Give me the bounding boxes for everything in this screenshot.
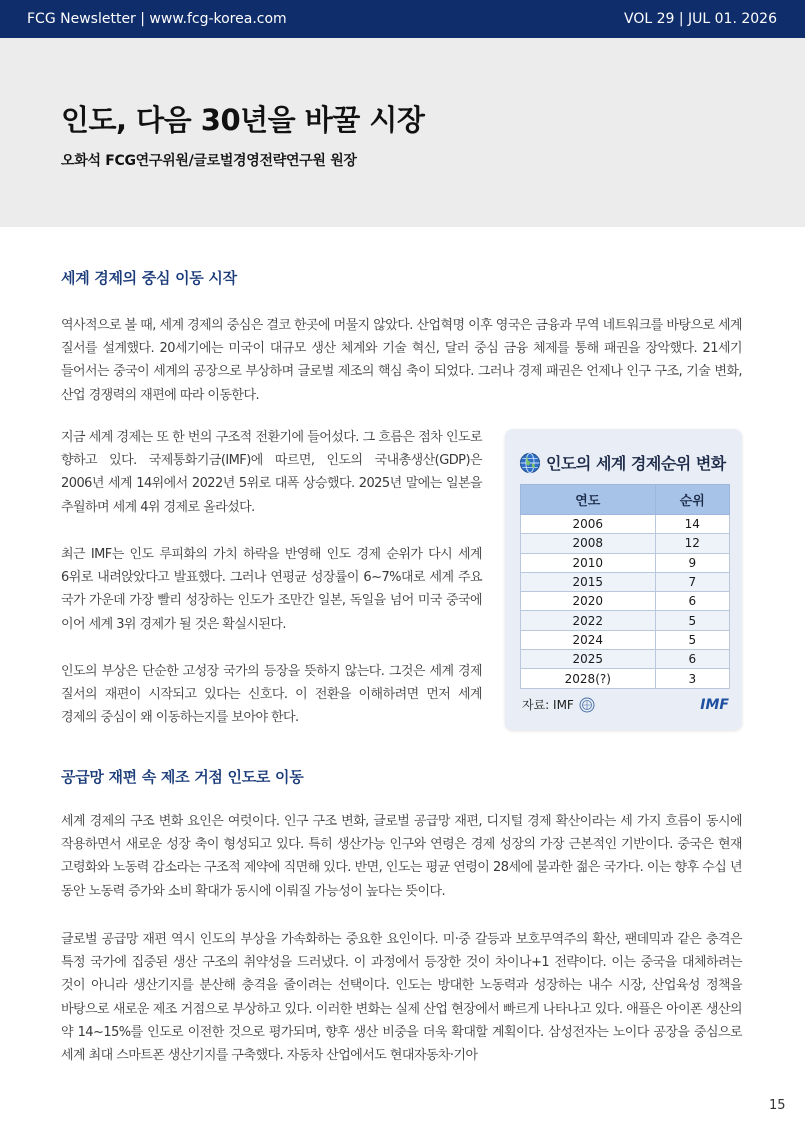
table-row bbox=[521, 611, 730, 630]
rank-cell: 5 bbox=[655, 611, 729, 630]
title-banner bbox=[0, 38, 805, 227]
column-header-year: 연도 bbox=[521, 485, 656, 515]
table-row bbox=[521, 572, 730, 591]
paragraph: 글로벌 공급망 재편 역시 인도의 부상을 가속화하는 중요한 요인이다. 미·중 갈등과 보호무역주의 확산, 팬데믹과 같은 충격은 특정 국가에 집중된 생산 구조의 취약성을 드러냈다. 이 과정에서 등장한 것이 차이나+1 전략이다. 이는 중국을 대체하려는 것이 아니라 생산기지를 분산해 충격을 줄이려는 선택이다. 인도는 방대한 노동력과 성장하는 내수 시장, 산업육성 정책을 바탕으로 새로운 제조 거점으로 부상하고 있다. 이러한 변화는 실제 산업 현장에서 빠르게 나타나고 있다. 애플은 아이폰 생산의 약 14~15%를 인도로 이전한 것으로 평가되며, 향후 생산 비중을 더욱 확대할 계획이다. 삼성전자는 노이다 공장을 중심으로 세계 최대 스마트폰 생산기지를 구축했다. 자동차 산업에서도 현대자동차·기아 bbox=[61, 932, 742, 1064]
paragraph: 지금 세계 경제는 또 한 번의 구조적 전환기에 들어섰다. 그 흐름은 점차 인도로 향하고 있다. 국제통화기금(IMF)에 따르면, 인도의 국내총생산(GDP)은 2006년 세계 14위에서 2022년 5위로 대폭 상승했다. 2025년 말에는 일본을 추월하며 세계 4위 경제로 올라섰다. bbox=[61, 430, 482, 515]
year-cell: 2006 bbox=[521, 515, 656, 534]
rank-cell: 3 bbox=[655, 669, 729, 688]
imf-logo: IMF bbox=[700, 696, 729, 713]
rank-cell: 9 bbox=[655, 553, 729, 572]
rank-card bbox=[505, 429, 742, 730]
rank-card-title: 인도의 세계 경제순위 변화 bbox=[546, 454, 726, 473]
table-row bbox=[521, 515, 730, 534]
globe-icon bbox=[519, 452, 541, 474]
section-heading-1: 세계 경제의 중심 이동 시작 bbox=[61, 269, 237, 287]
table-row bbox=[521, 650, 730, 669]
imf-seal-icon bbox=[579, 697, 595, 713]
rank-card-header bbox=[519, 451, 726, 474]
paragraph: 역사적으로 볼 때, 세계 경제의 중심은 결코 한곳에 머물지 않았다. 산업혁명 이후 영국은 금융과 무역 네트워크를 바탕으로 세계 질서를 설계했다. 20세기에는 미국이 대규모 생산 체계와 기술 혁신, 달러 중심 금융 체제를 통해 패권을 장악했다. 21세기 들어서는 중국이 세계의 공장으로 부상하며 글로벌 제조의 핵심 축이 되었다. 그러나 경제 패권은 언제나 인구 구조, 기술 변화, 산업 경쟁력의 재편에 따라 이동한다. bbox=[61, 318, 742, 403]
source-note: 자료: IMF bbox=[522, 698, 574, 712]
top-bar bbox=[0, 0, 805, 38]
year-cell: 2025 bbox=[521, 650, 656, 669]
rank-table bbox=[520, 484, 730, 689]
section-heading-2: 공급망 재편 속 제조 거점 인도로 이동 bbox=[61, 768, 304, 786]
year-cell: 2008 bbox=[521, 534, 656, 553]
issue-date: VOL 29 | JUL 01. 2026 bbox=[623, 11, 777, 27]
year-cell: 2028(?) bbox=[521, 669, 656, 688]
article-title: 인도, 다음 30년을 바꿀 시장 bbox=[61, 103, 425, 137]
newsletter-site: FCG Newsletter | www.fcg-korea.com bbox=[27, 11, 287, 27]
rank-card-footer bbox=[522, 696, 729, 713]
table-row bbox=[521, 669, 730, 688]
paragraph: 최근 IMF는 인도 루피화의 가치 하락을 반영해 인도 경제 순위가 다시 세계 6위로 내려앉았다고 발표했다. 그러나 연평균 성장률이 6~7%대로 세계 주요 국가 가운데 가장 빨리 성장하는 인도가 조만간 일본, 독일을 넘어 미국 중국에 이어 세계 3위 경제가 될 것은 확실시된다. bbox=[61, 547, 482, 632]
article-author: 오화석 FCG연구위원/글로벌경영전략연구원 원장 bbox=[61, 153, 357, 169]
table-row bbox=[521, 592, 730, 611]
rank-cell: 6 bbox=[655, 592, 729, 611]
paragraph: 인도의 부상은 단순한 고성장 국가의 등장을 뜻하지 않는다. 그것은 세계 경제 질서의 재편이 시작되고 있다는 신호다. 이 전환을 이해하려면 먼저 세계 경제의 중심이 왜 이동하는지를 보아야 한다. bbox=[61, 664, 482, 726]
year-cell: 2022 bbox=[521, 611, 656, 630]
year-cell: 2015 bbox=[521, 572, 656, 591]
column-header-rank: 순위 bbox=[655, 485, 729, 515]
table-header-row bbox=[521, 485, 730, 515]
rank-cell: 7 bbox=[655, 572, 729, 591]
paragraph: 세계 경제의 구조 변화 요인은 여럿이다. 인구 구조 변화, 글로벌 공급망 재편, 디지털 경제 확산이라는 세 가지 흐름이 동시에 작용하면서 새로운 성장 축이 형성되고 있다. 특히 생산가능 인구와 연령은 경제 성장의 가장 근본적인 기반이다. 중국은 현재 고령화와 노동력 감소라는 구조적 제약에 직면해 있다. 반면, 인도는 평균 연령이 28세에 불과한 젊은 국가다. 이는 향후 수십 년 동안 노동력 증가와 소비 확대가 동시에 이뤄질 가능성이 높다는 뜻이다. bbox=[61, 814, 742, 899]
rank-cell: 6 bbox=[655, 650, 729, 669]
year-cell: 2020 bbox=[521, 592, 656, 611]
page-number: 15 bbox=[769, 1098, 786, 1113]
rank-cell: 14 bbox=[655, 515, 729, 534]
rank-cell: 5 bbox=[655, 630, 729, 649]
table-row bbox=[521, 534, 730, 553]
year-cell: 2010 bbox=[521, 553, 656, 572]
rank-cell: 12 bbox=[655, 534, 729, 553]
table-row bbox=[521, 553, 730, 572]
year-cell: 2024 bbox=[521, 630, 656, 649]
table-row bbox=[521, 630, 730, 649]
